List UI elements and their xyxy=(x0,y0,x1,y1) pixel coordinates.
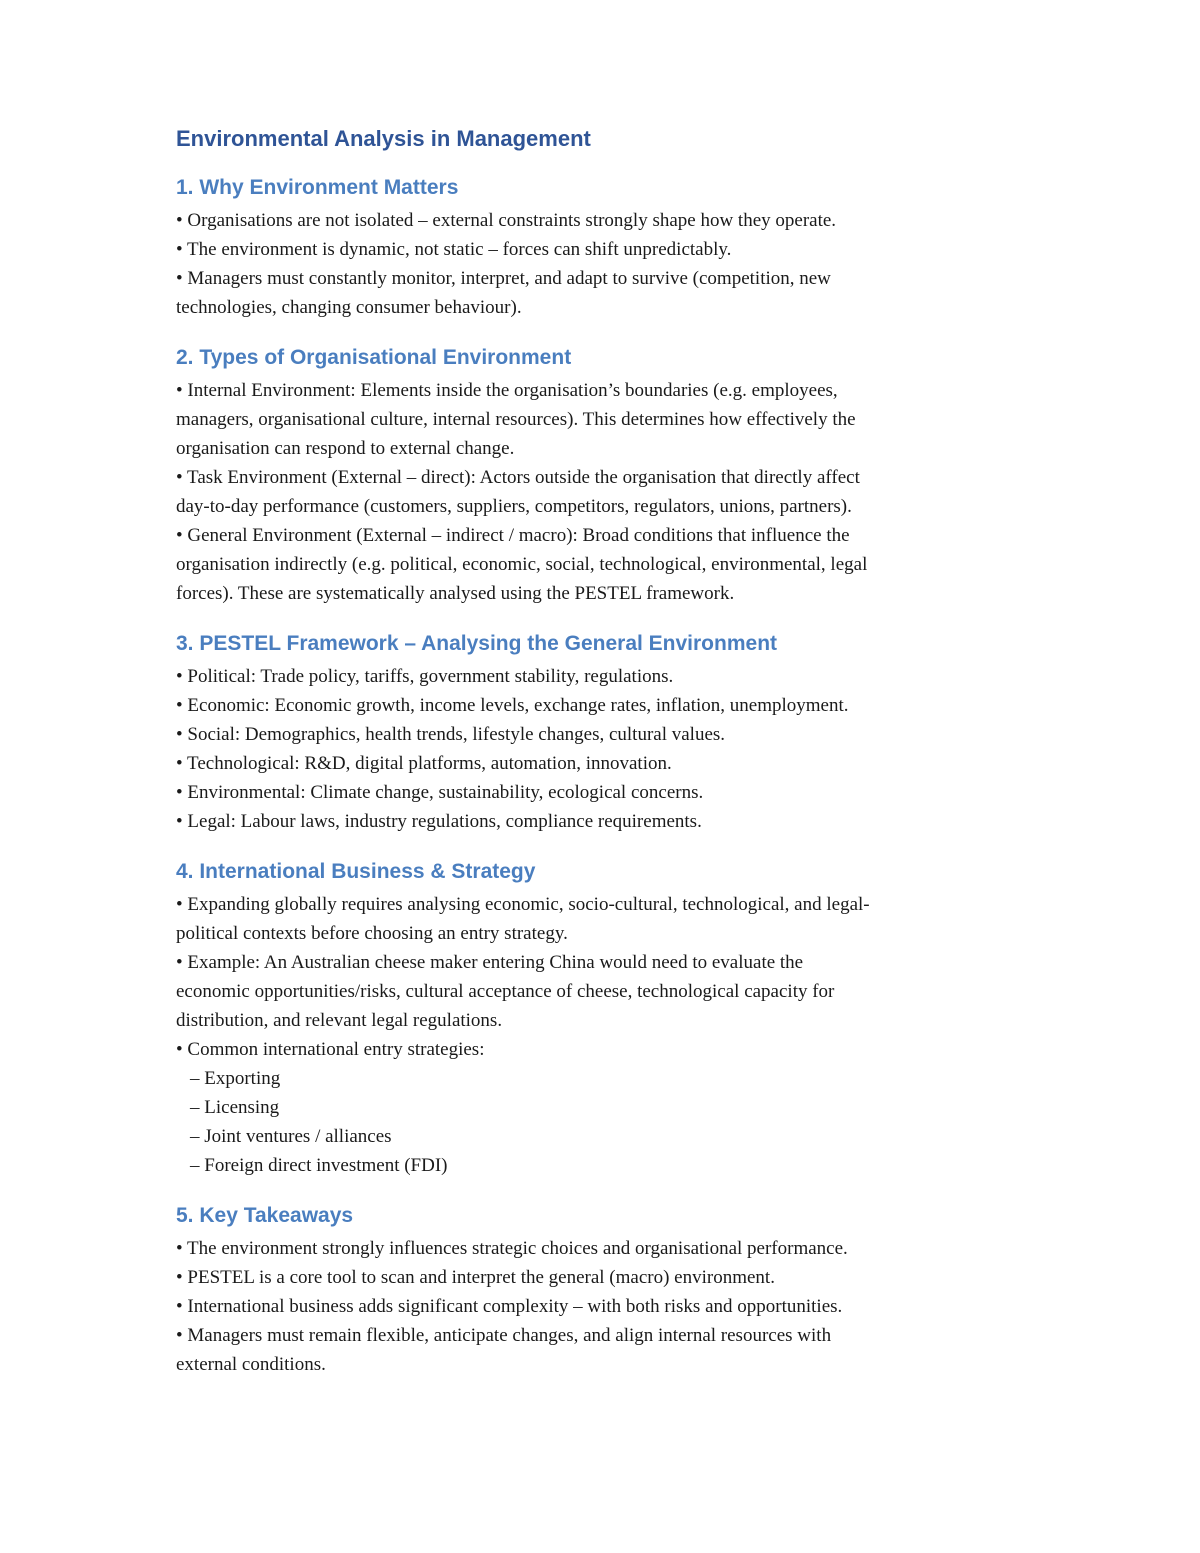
bullet-line: • General Environment (External – indirect / macro): Broad conditions that influence the xyxy=(176,525,850,546)
section-heading: 5. Key Takeaways xyxy=(176,1204,354,1227)
bullet-line: • Task Environment (External – direct): Actors outside the organisation that directly affect xyxy=(176,467,860,488)
bullet-line: organisation indirectly (e.g. political, economic, social, technological, environmental, legal xyxy=(176,554,868,575)
section-heading: 1. Why Environment Matters xyxy=(176,176,459,199)
bullet-line: • Internal Environment: Elements inside the organisation’s boundaries (e.g. employees, xyxy=(176,380,838,401)
bullet-line: • The environment strongly influences strategic choices and organisational performance. xyxy=(176,1238,848,1259)
bullet-line: distribution, and relevant legal regulations. xyxy=(176,1010,503,1031)
bullet-line: technologies, changing consumer behaviour). xyxy=(176,297,522,318)
bullet-line: political contexts before choosing an entry strategy. xyxy=(176,923,568,944)
section-heading: 2. Types of Organisational Environment xyxy=(176,346,572,369)
bullet-line: • Expanding globally requires analysing economic, socio-cultural, technological, and legal- xyxy=(176,894,870,915)
section-international-business xyxy=(176,856,1026,1180)
bullet-line: • Example: An Australian cheese maker entering China would need to evaluate the xyxy=(176,952,804,973)
bullet-line: • The environment is dynamic, not static – forces can shift unpredictably. xyxy=(176,239,732,260)
bullet-line: • Political: Trade policy, tariffs, government stability, regulations. xyxy=(176,666,674,687)
bullet-line: • Legal: Labour laws, industry regulations, compliance requirements. xyxy=(176,811,702,832)
bullet-line: • Environmental: Climate change, sustainability, ecological concerns. xyxy=(176,782,704,803)
section-types-of-environment xyxy=(176,342,1026,608)
section-heading: 3. PESTEL Framework – Analysing the General Environment xyxy=(176,632,778,655)
sub-bullet-line: – Foreign direct investment (FDI) xyxy=(190,1155,448,1176)
bullet-line: • Organisations are not isolated – external constraints strongly shape how they operate. xyxy=(176,210,837,231)
bullet-line: economic opportunities/risks, cultural acceptance of cheese, technological capacity for xyxy=(176,981,835,1002)
document-page xyxy=(176,120,1026,1399)
bullet-line: • Economic: Economic growth, income levels, exchange rates, inflation, unemployment. xyxy=(176,695,849,716)
document-title: Environmental Analysis in Management xyxy=(176,126,591,151)
bullet-line: organisation can respond to external change. xyxy=(176,438,515,459)
bullet-line: • International business adds significant complexity – with both risks and opportunities. xyxy=(176,1296,843,1317)
bullet-line: forces). These are systematically analysed using the PESTEL framework. xyxy=(176,583,735,604)
bullet-line: • PESTEL is a core tool to scan and interpret the general (macro) environment. xyxy=(176,1267,775,1288)
bullet-line: • Managers must constantly monitor, interpret, and adapt to survive (competition, new xyxy=(176,268,831,289)
bullet-line: day-to-day performance (customers, suppliers, competitors, regulators, unions, partners). xyxy=(176,496,852,517)
bullet-line: managers, organisational culture, internal resources). This determines how effectively the xyxy=(176,409,856,430)
sub-bullet-line: – Joint ventures / alliances xyxy=(190,1126,392,1147)
bullet-line: external conditions. xyxy=(176,1354,326,1375)
bullet-line: • Common international entry strategies: xyxy=(176,1039,485,1060)
section-key-takeaways xyxy=(176,1200,1026,1379)
sub-bullet-line: – Exporting xyxy=(190,1068,281,1089)
bullet-line: • Social: Demographics, health trends, lifestyle changes, cultural values. xyxy=(176,724,726,745)
sub-bullet-line: – Licensing xyxy=(190,1097,280,1118)
section-heading: 4. International Business & Strategy xyxy=(176,860,536,883)
section-pestel-framework xyxy=(176,628,1026,836)
section-why-environment-matters xyxy=(176,172,1026,322)
bullet-line: • Managers must remain flexible, anticipate changes, and align internal resources with xyxy=(176,1325,832,1346)
bullet-line: • Technological: R&D, digital platforms, automation, innovation. xyxy=(176,753,672,774)
